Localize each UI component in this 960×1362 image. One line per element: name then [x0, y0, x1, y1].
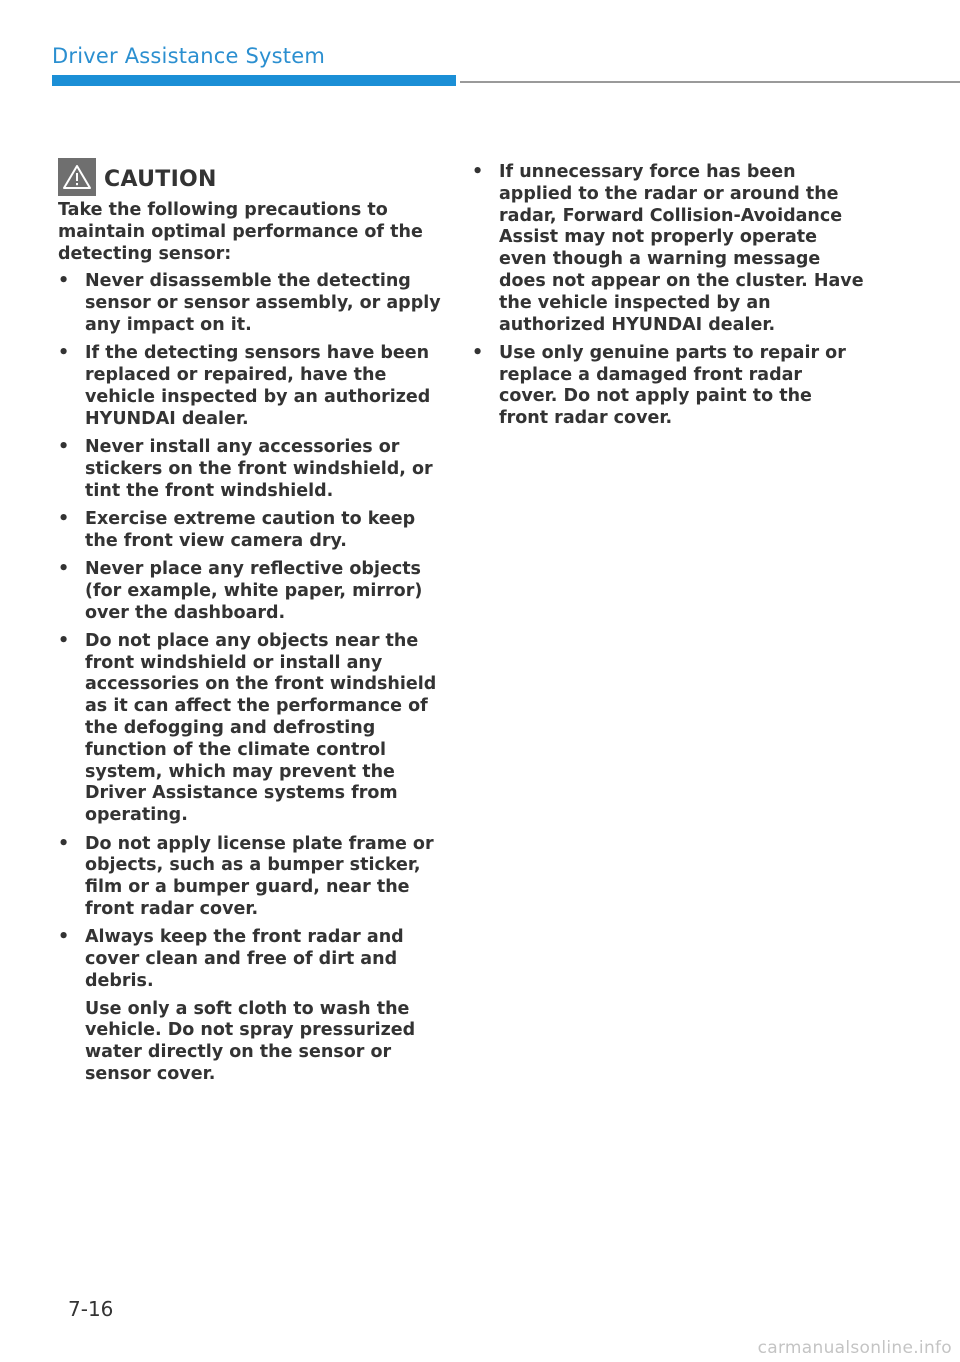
- bullet-icon: •: [58, 343, 70, 364]
- watermark: carmanualsonline.info: [757, 1338, 952, 1358]
- caution-heading: [58, 158, 442, 196]
- bullet-icon: •: [58, 558, 70, 579]
- list-item-text: Always keep the front radar and cover clean and free of dirt and debris.: [85, 927, 404, 991]
- list-item: [58, 509, 442, 553]
- caution-list-left: [58, 271, 442, 1085]
- list-item-subtext: Use only a soft cloth to wash the vehicle. Do not spray pressurized water directly on the sensor or sensor cover.: [85, 998, 416, 1084]
- list-item-text: If the detecting sensors have been replaced or repaired, have the vehicle inspected by an authorized HYUNDAI dealer.: [85, 343, 431, 429]
- bullet-icon: •: [58, 630, 70, 651]
- bullet-icon: •: [58, 436, 70, 457]
- header-section-title: Driver Assistance System: [52, 44, 325, 68]
- list-item-text: Do not place any objects near the front windshield or install any accessories on the front windshield as it can affect the performance of the defogging and defrosting function of the climate control system, which may prevent the Driver Assistance systems from operating.: [85, 630, 437, 826]
- list-item: [58, 927, 442, 1086]
- list-item-text: Do not apply license plate frame or objects, such as a bumper sticker, film or a bumper guard, near the front radar cover.: [85, 833, 434, 919]
- bullet-icon: •: [58, 508, 70, 529]
- bullet-icon: •: [472, 342, 484, 363]
- caution-intro: Take the following precautions to maintain optimal performance of the detecting sensor:: [58, 200, 423, 264]
- bullet-icon: •: [58, 833, 70, 854]
- caution-list-right: [472, 162, 864, 430]
- caution-left-column: [58, 158, 442, 1092]
- list-item: [58, 631, 442, 827]
- list-item-text: Use only genuine parts to repair or replace a damaged front radar cover. Do not apply paint to the front radar cover.: [499, 342, 846, 429]
- caution-title: CAUTION: [104, 167, 217, 192]
- warning-triangle-icon: [58, 158, 96, 196]
- list-item-text: Never place any reflective objects (for example, white paper, mirror) over the dashboard.: [85, 558, 423, 623]
- bullet-icon: •: [58, 271, 70, 292]
- list-item-text: Never install any accessories or stickers on the front windshield, or tint the front windshield.: [85, 436, 433, 501]
- list-item: [58, 559, 442, 624]
- bullet-icon: •: [58, 927, 70, 948]
- page-number: 7-16: [68, 1297, 114, 1321]
- list-item: [58, 437, 442, 502]
- list-item: [58, 834, 442, 921]
- caution-right-column: [472, 162, 864, 437]
- list-item-text: If unnecessary force has been applied to the radar or around the radar, Forward Collision-Avoidance Assist may not properly operate even though a warning message does not appear on the cluster. Have the vehicle inspected by an authorized HYUNDAI dealer.: [499, 162, 864, 335]
- list-item-text: Never disassemble the detecting sensor or sensor assembly, or apply any impact on it.: [85, 271, 441, 335]
- list-item: [58, 271, 442, 336]
- list-item-text: Exercise extreme caution to keep the front view camera dry.: [85, 508, 416, 551]
- list-item: [472, 343, 864, 430]
- header-accent-bar: [52, 75, 456, 86]
- header-divider-line: [460, 81, 960, 83]
- list-item: [472, 162, 864, 336]
- list-item: [58, 343, 442, 430]
- bullet-icon: •: [472, 162, 484, 182]
